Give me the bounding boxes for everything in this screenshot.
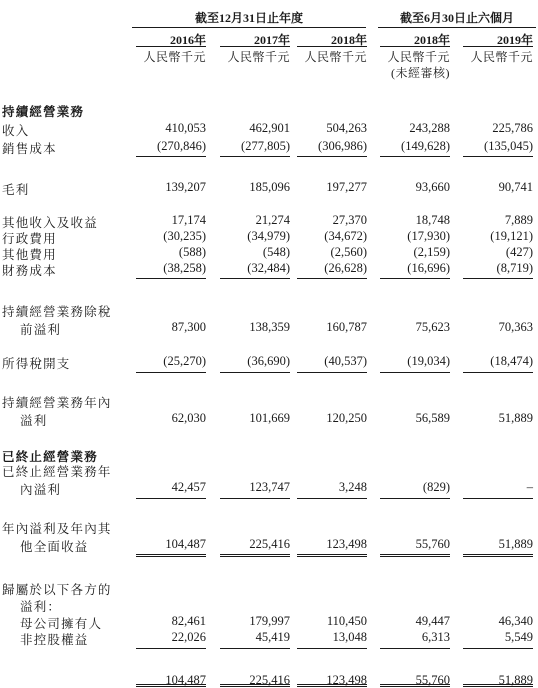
- cell-value: 51,889: [498, 537, 533, 551]
- subtotal-rule: [220, 498, 290, 499]
- cell-value: –: [526, 480, 533, 494]
- subtotal-rule: [136, 648, 206, 649]
- cell-value: 504,263: [326, 121, 367, 135]
- row-label: 已終止經營業務年: [2, 465, 112, 479]
- cell-value: 160,787: [326, 320, 367, 334]
- cell-value: 7,889: [504, 213, 533, 227]
- cell-value: (149,628): [401, 139, 450, 153]
- cell-value: 462,901: [249, 121, 290, 135]
- cell-value: 22,026: [171, 630, 206, 644]
- cell-value: 110,450: [326, 614, 367, 628]
- year-underline: [380, 46, 450, 47]
- subtotal-rule: [136, 156, 206, 157]
- group-header-six-months: 截至6月30日止六個月: [399, 11, 514, 25]
- cell-value: (548): [262, 245, 290, 259]
- year-underline: [220, 46, 290, 47]
- cell-value: 42,457: [171, 480, 206, 494]
- cell-value: 75,623: [415, 320, 450, 334]
- cell-value: 225,416: [249, 537, 290, 551]
- subtotal-rule: [297, 156, 367, 157]
- subtotal-rule: [297, 498, 367, 499]
- cell-value: (306,986): [318, 139, 367, 153]
- year-underline: [136, 46, 206, 47]
- unit-label: 人民幣千元: [304, 50, 367, 64]
- group-header-year-ended: 截至12月31日止年度: [194, 11, 303, 25]
- total-double-rule: [380, 554, 450, 557]
- subtotal-rule: [220, 372, 290, 373]
- cell-value: 5,549: [504, 630, 533, 644]
- row-label: 年內溢利及年內其: [2, 522, 112, 536]
- cell-value: 185,096: [249, 180, 290, 194]
- total-double-rule: [463, 554, 533, 557]
- row-label: 所得稅開支: [2, 357, 71, 371]
- row-label: 歸屬於以下各方的: [2, 583, 112, 597]
- group-underline: [378, 27, 536, 28]
- group-underline: [132, 27, 366, 28]
- subtotal-rule: [380, 156, 450, 157]
- row-label: 其他費用: [2, 248, 57, 262]
- cell-value: (277,805): [241, 139, 290, 153]
- cell-value: 3,248: [338, 480, 367, 494]
- row-label: 前溢利: [20, 323, 62, 337]
- subtotal-rule: [463, 372, 533, 373]
- cell-value: 51,889: [498, 673, 533, 687]
- cell-value: (829): [422, 480, 450, 494]
- cell-value: (34,672): [324, 229, 367, 243]
- cell-value: (588): [178, 245, 206, 259]
- subtotal-rule: [297, 372, 367, 373]
- cell-value: 410,053: [165, 121, 206, 135]
- cell-value: 104,487: [165, 537, 206, 551]
- row-label: 溢利：: [20, 600, 62, 614]
- cell-value: 87,300: [171, 320, 206, 334]
- row-label: 母公司擁有人: [20, 617, 103, 631]
- cell-value: 179,997: [249, 614, 290, 628]
- year-header: 2017年: [253, 33, 290, 47]
- cell-value: 17,174: [171, 213, 206, 227]
- row-label: 持續經營業務除稅: [2, 305, 112, 319]
- cell-value: 225,786: [492, 121, 533, 135]
- cell-value: (34,979): [247, 229, 290, 243]
- cell-value: (25,270): [163, 354, 206, 368]
- cell-value: 197,277: [326, 180, 367, 194]
- row-label: 持續經營業務: [2, 105, 85, 119]
- row-label: 其他收入及收益: [2, 216, 98, 230]
- cell-value: 13,048: [332, 630, 367, 644]
- cell-value: 120,250: [326, 411, 367, 425]
- cell-value: (18,474): [490, 354, 533, 368]
- cell-value: 55,760: [415, 673, 450, 687]
- subtotal-rule: [297, 278, 367, 279]
- subtotal-rule: [463, 648, 533, 649]
- cell-value: (40,537): [324, 354, 367, 368]
- row-label: 非控股權益: [20, 633, 89, 647]
- subtotal-rule: [136, 372, 206, 373]
- row-label: 內溢利: [20, 483, 62, 497]
- cell-value: 46,340: [498, 614, 533, 628]
- total-double-rule: [136, 554, 206, 557]
- subtotal-rule: [463, 156, 533, 157]
- cell-value: 123,747: [249, 480, 290, 494]
- cell-value: (36,690): [247, 354, 290, 368]
- cell-value: (19,034): [407, 354, 450, 368]
- cell-value: 51,889: [498, 411, 533, 425]
- subtotal-rule: [220, 648, 290, 649]
- cell-value: (8,719): [496, 261, 533, 275]
- year-underline: [297, 46, 367, 47]
- subtotal-rule: [136, 278, 206, 279]
- total-double-rule: [220, 554, 290, 557]
- row-label: 已終止經營業務: [2, 450, 98, 464]
- year-header: 2018年: [330, 33, 367, 47]
- unaudited-note: (未經審核): [391, 66, 450, 80]
- subtotal-rule: [463, 498, 533, 499]
- cell-value: (32,484): [247, 261, 290, 275]
- cell-value: 225,416: [249, 673, 290, 687]
- cell-value: 56,589: [415, 411, 450, 425]
- cell-value: 6,313: [421, 630, 450, 644]
- row-label: 持續經營業務年內: [2, 396, 112, 410]
- cell-value: (427): [505, 245, 533, 259]
- year-header: 2016年: [169, 33, 206, 47]
- row-label: 財務成本: [2, 264, 57, 278]
- row-label: 毛利: [2, 183, 30, 197]
- cell-value: (2,159): [413, 245, 450, 259]
- cell-value: 18,748: [415, 213, 450, 227]
- row-label: 行政費用: [2, 232, 57, 246]
- cell-value: 49,447: [415, 614, 450, 628]
- subtotal-rule: [380, 278, 450, 279]
- cell-value: 104,487: [165, 673, 206, 687]
- cell-value: 62,030: [171, 411, 206, 425]
- row-label: 收入: [2, 124, 30, 138]
- cell-value: 27,370: [332, 213, 367, 227]
- cell-value: (270,846): [157, 139, 206, 153]
- cell-value: (17,930): [407, 229, 450, 243]
- cell-value: (2,560): [330, 245, 367, 259]
- cell-value: 93,660: [415, 180, 450, 194]
- cell-value: 21,274: [255, 213, 290, 227]
- cell-value: 90,741: [498, 180, 533, 194]
- cell-value: (26,628): [324, 261, 367, 275]
- subtotal-rule: [136, 498, 206, 499]
- cell-value: 139,207: [165, 180, 206, 194]
- total-double-rule: [297, 554, 367, 557]
- year-header: 2019年: [496, 33, 533, 47]
- cell-value: 243,288: [409, 121, 450, 135]
- subtotal-rule: [380, 498, 450, 499]
- cell-value: 45,419: [255, 630, 290, 644]
- cell-value: 123,498: [326, 537, 367, 551]
- cell-value: (135,045): [484, 139, 533, 153]
- row-label: 溢利: [20, 414, 48, 428]
- cell-value: 70,363: [498, 320, 533, 334]
- unit-label: 人民幣千元: [387, 50, 450, 64]
- unit-label: 人民幣千元: [143, 50, 206, 64]
- year-underline: [463, 46, 533, 47]
- subtotal-rule: [297, 648, 367, 649]
- year-header: 2018年: [413, 33, 450, 47]
- row-label: 銷售成本: [2, 142, 57, 156]
- cell-value: 123,498: [326, 673, 367, 687]
- subtotal-rule: [220, 278, 290, 279]
- cell-value: (16,696): [407, 261, 450, 275]
- cell-value: 82,461: [171, 614, 206, 628]
- subtotal-rule: [463, 278, 533, 279]
- cell-value: (38,258): [163, 261, 206, 275]
- cell-value: 55,760: [415, 537, 450, 551]
- unit-label: 人民幣千元: [470, 50, 533, 64]
- subtotal-rule: [220, 156, 290, 157]
- unit-label: 人民幣千元: [227, 50, 290, 64]
- cell-value: (19,121): [490, 229, 533, 243]
- row-label: 他全面收益: [20, 540, 89, 554]
- subtotal-rule: [380, 648, 450, 649]
- subtotal-rule: [380, 372, 450, 373]
- cell-value: 138,359: [249, 320, 290, 334]
- cell-value: 101,669: [249, 411, 290, 425]
- cell-value: (30,235): [163, 229, 206, 243]
